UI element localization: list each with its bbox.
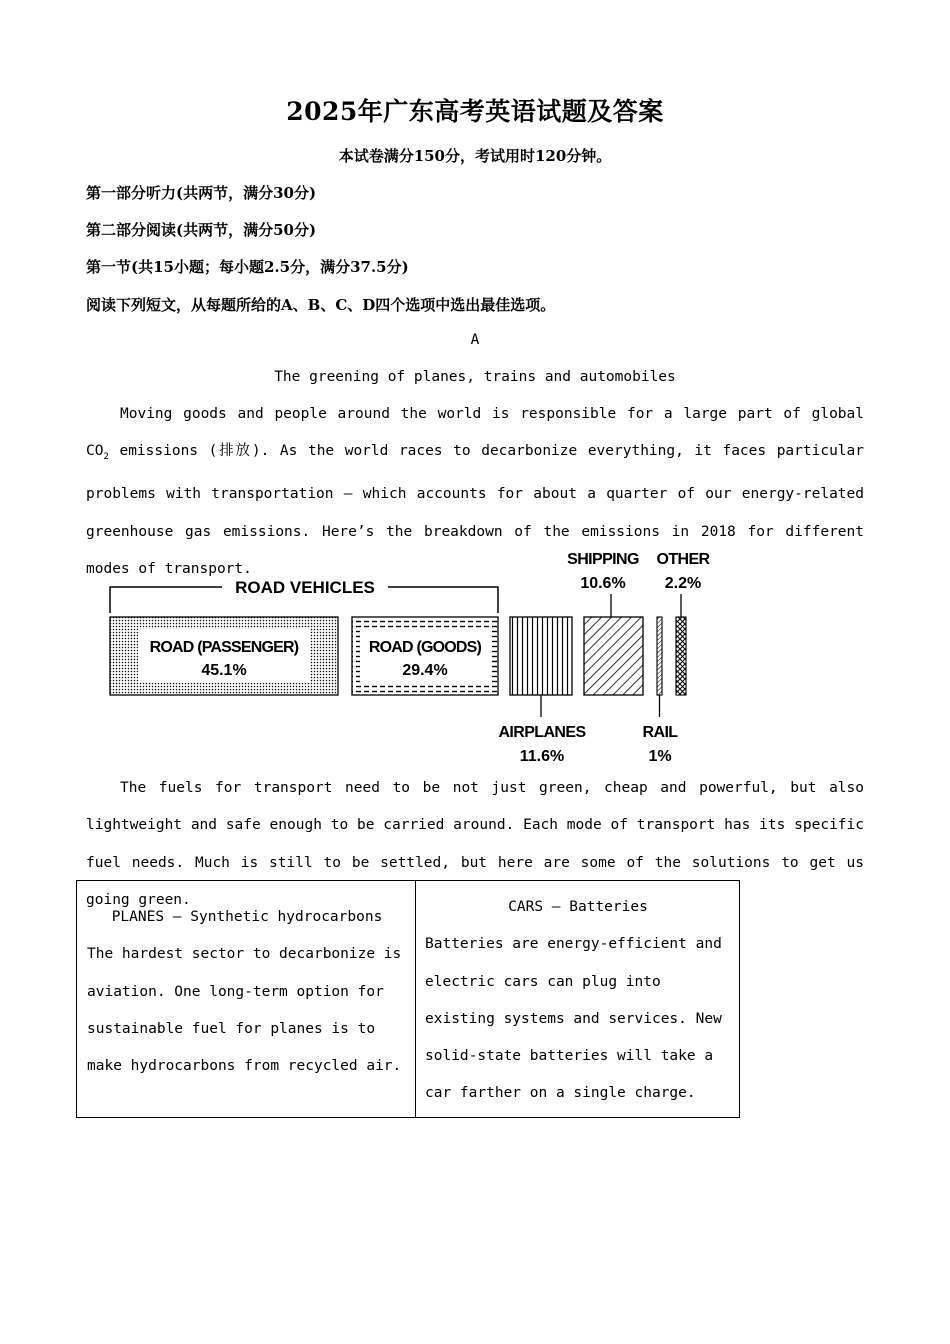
label-rail: RAIL bbox=[642, 724, 678, 741]
label-road-passenger: ROAD (PASSENGER) bbox=[149, 639, 299, 656]
value-airplanes: 11.6% bbox=[519, 748, 565, 765]
p1-after: emissions (排放). As the world races to decarbonize everything, it faces particular problems with transportation — which accounts for about a quarter of our energy-related greenhouse gas emissions. Here’s the breakdown of the emissions in 2018 for different modes of transport. bbox=[86, 443, 864, 578]
co2-subscript: 2 bbox=[103, 452, 109, 463]
passage-label: A bbox=[470, 332, 480, 348]
emission-chart bbox=[100, 544, 740, 774]
value-road-passenger: 45.1% bbox=[201, 662, 247, 679]
label-airplanes: AIRPLANES bbox=[498, 724, 586, 741]
part1-heading: 第一部分听力(共两节，满分30分) bbox=[86, 184, 317, 202]
bar-shipping bbox=[584, 617, 643, 695]
cars-cell bbox=[416, 881, 739, 1117]
bar-rail bbox=[657, 617, 662, 695]
exam-info: 本试卷满分150分，考试用时120分钟。 bbox=[338, 147, 612, 165]
solutions-table bbox=[76, 880, 740, 1118]
planes-heading: PLANES — Synthetic hydrocarbons bbox=[111, 909, 383, 925]
cars-heading: CARS — Batteries bbox=[508, 899, 648, 915]
p1-before: Moving goods and people around the world is responsible for a large part of global CO bbox=[86, 406, 864, 460]
section1-heading: 第一节(共15小题；每小题2.5分，满分37.5分) bbox=[86, 258, 409, 276]
road-vehicles-label: ROAD VEHICLES bbox=[235, 578, 375, 597]
value-rail: 1% bbox=[648, 748, 672, 765]
page-title: 2025年广东高考英语试题及答案 bbox=[286, 97, 664, 126]
label-other: OTHER bbox=[656, 551, 710, 568]
passage-title: The greening of planes, trains and automobiles bbox=[274, 369, 676, 385]
planes-text: The hardest sector to decarbonize is aviation. One long-term option for sustainable fuel for planes is to make hydrocarbons from recycled air. bbox=[87, 946, 402, 1075]
planes-cell bbox=[77, 881, 416, 1117]
label-road-goods: ROAD (GOODS) bbox=[368, 639, 482, 656]
cars-text: Batteries are energy-efficient and electric cars can plug into existing systems and services. New solid-state batteries will take a car farther on a single charge. bbox=[425, 936, 722, 1102]
passage-paragraph-2: The fuels for transport need to be not just green, cheap and powerful, but also lightweight and safe enough to be carried around. Each mode of transport has its specific fuel needs. Much is still to be settled, but here are some of the solutions to get us going green. bbox=[86, 780, 864, 908]
value-other: 2.2% bbox=[664, 575, 702, 592]
bar-airplanes bbox=[510, 617, 572, 695]
part2-heading: 第二部分阅读(共两节，满分50分) bbox=[86, 221, 317, 239]
label-shipping: SHIPPING bbox=[567, 551, 639, 568]
bar-other bbox=[676, 617, 686, 695]
value-road-goods: 29.4% bbox=[402, 662, 448, 679]
instruction: 阅读下列短文，从每题所给的A、B、C、D四个选项中选出最佳选项。 bbox=[86, 296, 556, 314]
value-shipping: 10.6% bbox=[580, 575, 626, 592]
